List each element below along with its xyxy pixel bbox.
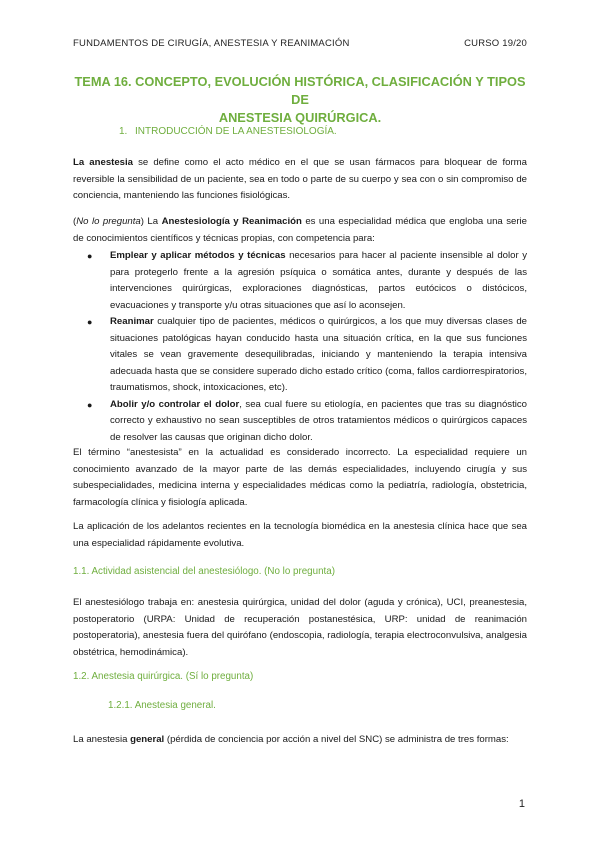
list-item-bold: Emplear y aplicar métodos y técnicas xyxy=(110,250,286,261)
header-course-year: CURSO 19/20 xyxy=(464,38,527,49)
document-title xyxy=(73,73,527,127)
section-label: INTRODUCCIÓN DE LA ANESTESIOLOGÍA. xyxy=(135,126,337,137)
paragraph-specialty xyxy=(73,214,527,247)
list-item-text: cualquier tipo de pacientes, médicos o quirúrgicos, a los que muy diversas clases de situaciones patológicas hayan conducido hasta una situación crítica, en la que sus funciones vitales se vean gravemente desequilibradas, iniciando y manteniendo la terapia intensiva adecuada hasta que se considere superado dicho estado crítico (coma, fallos cardiorrespiratorios, traumatismos, shock, intoxicaciones, etc). xyxy=(110,316,527,393)
paragraph-text-pre: La anestesia xyxy=(73,734,131,745)
paragraph-bold-term: Anestesiología y Reanimación xyxy=(161,216,302,227)
list-item xyxy=(73,314,527,397)
section-heading-1 xyxy=(119,126,337,137)
italic-note: No lo pregunta xyxy=(76,216,141,227)
section-heading-1-2-1: 1.2.1. Anestesia general. xyxy=(108,700,216,711)
title-line-1: TEMA 16. CONCEPTO, EVOLUCIÓN HISTÓRICA, CLASIFICACIÓN Y TIPOS DE xyxy=(74,74,526,107)
list-item-text: , sea cual fuere su etiología, en pacientes que tras su diagnóstico correcto y exhaustivo no sean susceptibles de otros tratamientos médicos o quirúrgicos capaces de resolver las causas que originan dicho dolor. xyxy=(110,398,527,443)
list-item-text: necesarios para hacer al paciente insensible al dolor y para protegerlo frente a la agresión psíquica o somática antes, durante y después de las intervenciones quirúrgicas, exploraciones diagnósticas, partos eutócicos o distócicos, evacuaciones y transporte y/u otras situaciones que así lo aconsejen. xyxy=(110,250,527,311)
paragraph-tecnologia: La aplicación de los adelantos recientes en la tecnología biomédica en la anestesia clínica hace que sea una especialidad rápidamente evolutiva. xyxy=(73,521,527,549)
bullet-icon: ● xyxy=(87,251,93,261)
bullet-list xyxy=(73,248,527,446)
bullet-icon: ● xyxy=(87,317,93,327)
paragraph-anestesista: El término “anestesista” en la actualidad es considerado incorrecto. La especialidad requiere un conocimiento avanzado de la mayor parte de las demás especialidades, incluyendo cirugía y sus subespecialidades, medicina interna y especialidades médicas como la pediatría, radiología, obstetricia, farmacología clínica y fisiología aplicada. xyxy=(73,447,527,508)
paragraph-text: es una especialidad médica que engloba una serie de conocimientos científicos y técnicas propias, con competencia para: xyxy=(73,216,528,244)
page-number: 1 xyxy=(518,798,525,810)
page-header xyxy=(73,38,527,52)
paragraph-anestesia-general xyxy=(73,732,527,749)
title-line-2: ANESTESIA QUIRÚRGICA. xyxy=(218,110,382,125)
list-item-bold: Reanimar xyxy=(110,316,154,327)
paragraph-text: (pérdida de conciencia por acción a nivel del SNC) se administra de tres formas: xyxy=(164,734,509,745)
paragraph-text: se define como el acto médico en el que se usan fármacos para bloquear de forma reversible la sensibilidad de un paciente, sea en todo o parte de su cuerpo y sea con o sin compromiso de conciencia, manteniendo las funciones fisiológicas. xyxy=(73,157,527,201)
header-course-title: FUNDAMENTOS DE CIRUGÍA, ANESTESIA Y REANIMACIÓN xyxy=(73,38,350,49)
paragraph-definition xyxy=(73,155,527,205)
list-item-bold: Abolir y/o controlar el dolor xyxy=(110,398,240,410)
paragraph-bold-term: La anestesia xyxy=(73,157,134,168)
paragraph-bold-term: general xyxy=(130,734,165,745)
paragraph-actividad: El anestesiólogo trabaja en: anestesia quirúrgica, unidad del dolor (aguda y crónica), UCI, preanestesia, postoperatorio (URPA: Unidad de recuperación postanestésica, URP: unidad de reanimación postoperatoria), anestesia fuera del quirófano (endoscopia, radiología, terapia electroconvulsiva, analgesia obstétrica, hemodinámica). xyxy=(73,597,527,658)
bullet-icon: ● xyxy=(87,399,93,410)
section-number: 1. xyxy=(119,126,128,137)
list-item xyxy=(73,397,527,447)
paren-open: ( xyxy=(73,216,77,227)
section-heading-1-1: 1.1. Actividad asistencial del anestesiólogo. (No lo pregunta) xyxy=(73,566,335,577)
list-item xyxy=(73,248,527,314)
section-heading-1-2: 1.2. Anestesia quirúrgica. (Sí lo pregunta) xyxy=(73,671,254,682)
paren-close-text: ) La xyxy=(140,216,162,227)
